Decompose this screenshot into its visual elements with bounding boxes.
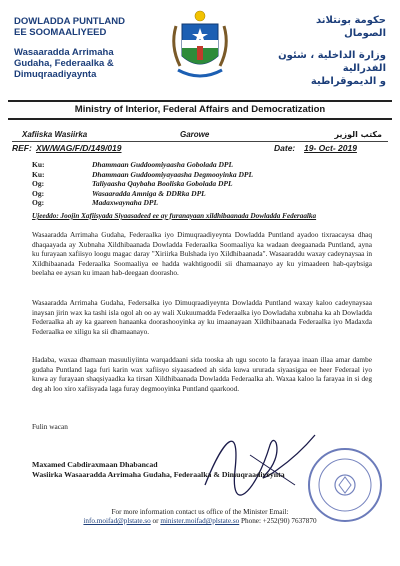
ministry-name-line3: Dimuqraadiyaynta [14, 69, 97, 80]
recipient-key: Ku: [32, 169, 45, 179]
header-somali [14, 16, 164, 80]
signer-name: Maxamed Cabdiraxmaan Dhabancad [32, 460, 158, 469]
email-link-info[interactable]: info.moifad@plstate.so [83, 517, 151, 525]
recipient-value: Wasaaradda Amniga & DDRka DPL [92, 188, 206, 198]
office-so: Xafiiska Wasiirka [22, 130, 88, 139]
gov-name-ar-line2: الصومال [344, 28, 386, 39]
footer-phone: Phone: +252(90) 7637870 [241, 517, 317, 525]
ref-value: XW/WAG/F/D/149/019 [36, 143, 122, 153]
signer-block [32, 460, 285, 480]
footer-contact-details [0, 517, 400, 526]
recipient-key: Ku: [32, 160, 45, 169]
body-paragraph-2: Wasaaradda Arrimaha Gudaha, Federsalka iyo Dimuqraadiyeynta Dowladda Puntland waxay kaloo cadeynaysaa inaysan jirin wax ka tashi isla ogol ah oo ay wali Xukuumadda Federaalka iyo Dowladaha xubnaha ka ah Dowladda Federaalka ah ay ka gaareen hanaanka doorashooyinka ay ku imaanayaan Xildhibaanada Federaalka iyo Madaxda Federaalka ee xiligu ka sii dhamaanayo. [32, 298, 372, 336]
ref-label: REF: [12, 143, 32, 153]
date-value: 19- Oct- 2019 [304, 143, 357, 153]
office-row [12, 130, 388, 142]
recipient-row [32, 160, 372, 170]
signer-title: Wasiirka Wasaaradda Arrimaha Gudaha, Federaalka & Dimuqraadiyeynta [32, 470, 285, 479]
ministry-name-ar-line2: و الديموقراطية [310, 76, 386, 87]
recipient-key: Og: [32, 188, 45, 198]
recipient-value: Dhammaan Guddoomiyayaasha Degmooyinka DPL [92, 169, 254, 179]
puntland-coat-of-arms-icon [168, 6, 232, 90]
header-arabic [256, 14, 386, 88]
gov-name-line1: DOWLADDA PUNTLAND [14, 16, 125, 27]
ministry-name-line1: Wasaaradda Arrimaha [14, 47, 114, 58]
ministry-name-line2: Gudaha, Federaalka & [14, 58, 114, 69]
ministry-name-ar-line1: وزارة الداخلية ، شئون الفدرالية [278, 50, 386, 74]
footer-or: or [152, 517, 159, 525]
header-divider-top [8, 100, 392, 102]
closing-remark: Fulin wacan [32, 422, 68, 431]
recipients-list [32, 160, 372, 208]
recipient-key: Og: [32, 179, 45, 188]
office-ar: مكتب الوزير [334, 130, 382, 139]
recipient-row [32, 198, 372, 208]
recipient-value: Taliyaasha Qaybaha Booliska Gobolada DPL [92, 179, 233, 188]
reference-row [12, 143, 388, 155]
footer [0, 508, 400, 526]
body-paragraph-1: Wasaaradda Arrimaha Gudaha, Federaalka iyo Dimuqraadiyeynta Dowladda Puntland ayadoo tixraacaysa dhaq dhaqaayada ay Xubnaha Xildhibaanada Dowladda Federaalka Soomaaliya ka wadaan deegaanada Puntland, ayna ku furayaan xafiisyo loogu magac daray "Xiriirka Bulshada iyo Xildhibaanada". Wasaaraddu waxay cadeynaysaa in Xildhibaanada Federaalka Soomaaliya ee hadda wakhtigoodii sii dhamaanayo ay ku yimaadeen hab-qaybsiga beelaha ee aysan ku imaan hab-deegaan doorasho. [32, 230, 372, 278]
recipient-value: Madaxwaynaha DPL [92, 198, 159, 207]
subject-line: Ujeeddo: Joojin Xafiisyada Siyaasadeed ee ay furanayaan xildhibaanada Dowladda Federaalka [32, 212, 317, 220]
city: Garowe [180, 130, 210, 139]
recipient-value: Dhammaan Guddoomiyaasha Gobolada DPL [92, 160, 234, 169]
header-divider-bottom [8, 118, 392, 120]
recipient-row [32, 179, 372, 189]
recipient-row [32, 170, 372, 180]
date-label: Date: [274, 143, 296, 153]
body-paragraph-3: Hadaba, waxaa dhamaan masuuliyiinta warqaddaani sida tooska ah ugu socoto la farayaa inaan illaa amar dambe gudaha Puntland laga furi karin wax xafiisyo siyaasadeed ah sida kuwa ururada siyaasigaa ee heer Federaal iyo kuwa ay furayaan shaqsiyaadka ka tirsan Xildhibaanada Dowladda Federaalka ah. Waxaa kaloo la farayaa in si deg deg ah loo xiro xafiisyada laga furay degmooyinka Puntland qaarkood. [32, 355, 372, 393]
recipient-row [32, 189, 372, 199]
footer-contact-line: For more information contact us office of the Minister Email: [111, 508, 289, 516]
email-link-minister[interactable]: minister.moifad@plstate.so [160, 517, 240, 525]
recipient-key: Og: [32, 198, 45, 207]
ministry-name-english: Ministry of Interior, Federal Affairs and Democratization [74, 104, 326, 115]
gov-name-line2: EE SOOMAALIYEED [14, 27, 107, 38]
gov-name-ar-line1: حكومة بونتلاند [315, 15, 386, 26]
